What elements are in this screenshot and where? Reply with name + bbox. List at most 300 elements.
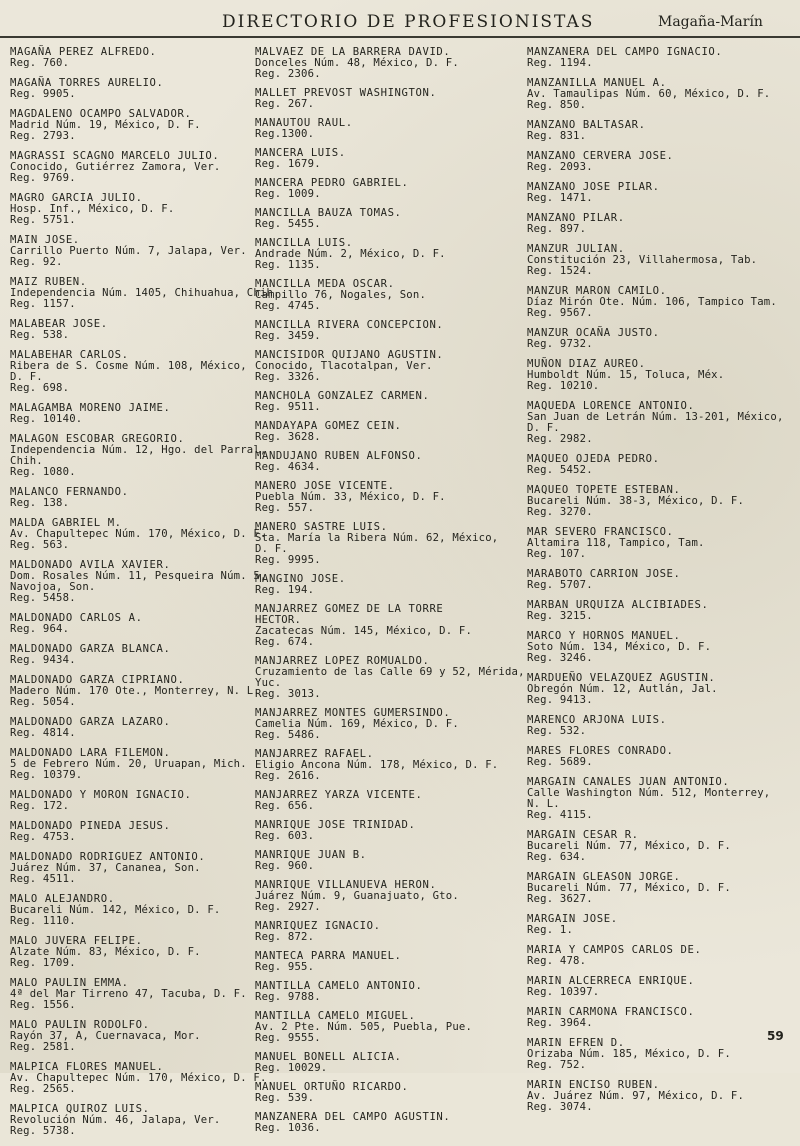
entry-address: Av. Juárez Núm. 97, México, D. F. bbox=[527, 1090, 745, 1102]
entry-name: MARGAIN JOSE. bbox=[527, 913, 618, 925]
directory-entry bbox=[527, 976, 795, 998]
directory-entry bbox=[10, 894, 250, 927]
entry-name: MANERO JOSE VICENTE. bbox=[255, 480, 395, 492]
directory-entry bbox=[255, 148, 517, 170]
entry-name: MANCILLA MEDA OSCAR. bbox=[255, 278, 395, 290]
entry-name: MALDA GABRIEL M. bbox=[10, 517, 122, 529]
entry-name: MALDONADO CARLOS A. bbox=[10, 612, 143, 624]
entry-registration: Reg. 172. bbox=[10, 800, 70, 812]
entry-name: MARENCO ARJONA LUIS. bbox=[527, 714, 667, 726]
entry-name: MALDONADO GARZA BLANCA. bbox=[10, 643, 171, 655]
directory-entry bbox=[255, 921, 517, 943]
entry-name: MARABOTO CARRION JOSE. bbox=[527, 568, 681, 580]
entry-address: Av. Chapultepec Núm. 170, México, D. F. bbox=[10, 1072, 267, 1084]
entry-name: MARBAN URQUIZA ALCIBIADES. bbox=[527, 599, 709, 611]
entry-address: Donceles Núm. 48, México, D. F. bbox=[255, 57, 459, 69]
entry-registration: Reg. 5689. bbox=[527, 756, 593, 768]
directory-entry bbox=[10, 350, 250, 394]
directory-entry bbox=[10, 47, 250, 69]
entry-registration: Reg. 752. bbox=[527, 1059, 587, 1071]
entry-name: MANZUR MARON CAMILO. bbox=[527, 285, 667, 297]
directory-entry bbox=[10, 674, 260, 708]
entry-registration: Reg. 194. bbox=[255, 584, 315, 596]
entry-name: MARGAIN CESAR R. bbox=[527, 829, 639, 841]
directory-entry bbox=[255, 522, 517, 566]
directory-entry bbox=[255, 574, 517, 596]
directory-entry bbox=[527, 213, 795, 235]
entry-name: MARIA Y CAMPOS CARLOS DE. bbox=[527, 944, 702, 956]
entry-address: Andrade Núm. 2, México, D. F. bbox=[255, 248, 446, 260]
entry-registration: Reg. 760. bbox=[10, 57, 70, 69]
entry-name: MANGINO JOSE. bbox=[255, 573, 346, 585]
entry-name: MANAUTOU RAUL. bbox=[255, 117, 353, 129]
directory-entry bbox=[255, 118, 517, 140]
entry-name: MAIN JOSE. bbox=[10, 234, 80, 246]
entry-registration: Reg. 2093. bbox=[527, 161, 593, 173]
entry-address: Av. Chapultepec Núm. 170, México, D. F. bbox=[10, 528, 267, 540]
entry-name: MANCISIDOR QUIJANO AGUSTIN. bbox=[255, 349, 444, 361]
entry-registration: Reg. 9434. bbox=[10, 654, 76, 666]
entry-registration: Reg. 3459. bbox=[255, 330, 321, 342]
directory-entry bbox=[255, 604, 517, 648]
entry-name: MAGRASSI SCAGNO MARCELO JULIO. bbox=[10, 150, 220, 162]
entry-registration: Reg. 4115. bbox=[527, 809, 593, 821]
entry-address: Carrillo Puerto Núm. 7, Jalapa, Ver. bbox=[10, 245, 247, 257]
directory-entry bbox=[527, 182, 795, 204]
entry-registration: Reg. 850. bbox=[527, 99, 587, 111]
entry-address: Humboldt Núm. 15, Toluca, Méx. bbox=[527, 369, 725, 381]
entry-registration: Reg. 10210. bbox=[527, 380, 600, 392]
directory-entry bbox=[255, 208, 517, 230]
directory-entry bbox=[255, 320, 517, 342]
entry-name: MARIN ENCISO RUBEN. bbox=[527, 1079, 660, 1091]
directory-entry bbox=[255, 850, 517, 872]
entry-name: MANRIQUE VILLANUEVA HERON. bbox=[255, 879, 437, 891]
entry-name: MANJARREZ YARZA VICENTE. bbox=[255, 789, 423, 801]
entry-registration: Reg. 4745. bbox=[255, 300, 321, 312]
directory-entry bbox=[527, 328, 795, 350]
entry-name: MAQUEDA LORENCE ANTONIO. bbox=[527, 400, 695, 412]
entry-registration: Reg. 138. bbox=[10, 497, 70, 509]
entry-registration: Reg. 9995. bbox=[255, 554, 321, 566]
entry-name: MALABEHAR CARLOS. bbox=[10, 349, 129, 361]
directory-entry bbox=[10, 613, 250, 635]
entry-registration: Reg. 4753. bbox=[10, 831, 76, 843]
entry-address: Rayón 37, A, Cuernavaca, Mor. bbox=[10, 1030, 201, 1042]
directory-entry bbox=[255, 88, 517, 110]
entry-name: MANCILLA RIVERA CONCEPCION. bbox=[255, 319, 444, 331]
entry-name: MALDONADO LARA FILEMON. bbox=[10, 747, 171, 759]
entry-name: MANZANO CERVERA JOSE. bbox=[527, 150, 674, 162]
entry-address: Eligio Ancona Núm. 178, México, D. F. bbox=[255, 759, 499, 771]
directory-entry bbox=[10, 852, 250, 885]
entry-address: Madero Núm. 170 Ote., Monterrey, N. L. bbox=[10, 685, 260, 697]
directory-entry bbox=[10, 151, 250, 184]
directory-entry bbox=[255, 749, 517, 782]
entry-registration: Reg. 3628. bbox=[255, 431, 321, 443]
entry-name: MANJARREZ MONTES GUMERSINDO. bbox=[255, 707, 451, 719]
entry-registration: Reg. 960. bbox=[255, 860, 315, 872]
entry-registration: Reg. 3326. bbox=[255, 371, 321, 383]
directory-entry bbox=[255, 238, 517, 271]
page-number: 59 bbox=[767, 1029, 784, 1043]
entry-address: 5 de Febrero Núm. 20, Uruapan, Mich. bbox=[10, 758, 247, 770]
directory-entry bbox=[527, 777, 795, 821]
directory-entry bbox=[10, 978, 250, 1011]
entry-name: MALDONADO Y MORON IGNACIO. bbox=[10, 789, 192, 801]
entry-registration: Reg. 107. bbox=[527, 548, 587, 560]
entry-name: MAQUEO OJEDA PEDRO. bbox=[527, 453, 660, 465]
entry-registration: Reg. 1194. bbox=[527, 57, 593, 69]
directory-entry bbox=[255, 350, 517, 383]
entry-name: MANJARREZ GOMEZ DE LA TORRE bbox=[255, 603, 444, 615]
entry-name: MANZANERA DEL CAMPO IGNACIO. bbox=[527, 46, 723, 58]
entry-registration: Reg. 1009. bbox=[255, 188, 321, 200]
entry-name: MANRIQUEZ IGNACIO. bbox=[255, 920, 381, 932]
entry-name: MALDONADO AVILA XAVIER. bbox=[10, 559, 171, 571]
directory-entry bbox=[10, 790, 250, 812]
entry-name: MAGAÑA TORRES AURELIO. bbox=[10, 77, 164, 89]
directory-entry bbox=[527, 244, 795, 277]
entry-name: MANDUJANO RUBEN ALFONSO. bbox=[255, 450, 423, 462]
entry-address: Conocido, Tlacotalpan, Ver. bbox=[255, 360, 433, 372]
directory-entry bbox=[255, 1082, 517, 1104]
directory-entry bbox=[10, 1104, 250, 1137]
directory-entry bbox=[527, 1080, 795, 1113]
entry-address: Orizaba Núm. 185, México, D. F. bbox=[527, 1048, 731, 1060]
directory-entry bbox=[10, 109, 250, 142]
entry-name: MALO PAULIN RODOLFO. bbox=[10, 1019, 150, 1031]
entry-name: MANUEL BONELL ALICIA. bbox=[255, 1051, 402, 1063]
directory-entry bbox=[10, 821, 250, 843]
entry-registration: Reg. 2306. bbox=[255, 68, 321, 80]
entry-registration: Reg. 557. bbox=[255, 502, 315, 514]
entry-name: MAQUEO TOPETE ESTEBAN. bbox=[527, 484, 681, 496]
directory-entry bbox=[527, 914, 795, 936]
entry-registration: Reg. 563. bbox=[10, 539, 70, 551]
entry-registration: Reg. 9769. bbox=[10, 172, 76, 184]
entry-registration: Reg. 2793. bbox=[10, 130, 76, 142]
entry-address: Madrid Núm. 19, México, D. F. bbox=[10, 119, 201, 131]
entry-address: Bucareli Núm. 142, México, D. F. bbox=[10, 904, 221, 916]
directory-entry bbox=[527, 600, 795, 622]
entry-name: MANERO SASTRE LUIS. bbox=[255, 521, 388, 533]
entry-address: Revolución Núm. 46, Jalapa, Ver. bbox=[10, 1114, 221, 1126]
entry-name: MANJARREZ RAFAEL. bbox=[255, 748, 374, 760]
entry-name: MANTECA PARRA MANUEL. bbox=[255, 950, 402, 962]
directory-entry bbox=[10, 433, 267, 478]
directory-entry bbox=[10, 748, 250, 781]
entry-registration: Reg. 698. bbox=[10, 382, 70, 394]
directory-entry bbox=[527, 485, 795, 518]
entry-address: Conocido, Gutiérrez Zamora, Ver. bbox=[10, 161, 221, 173]
directory-entry bbox=[255, 708, 517, 741]
entry-name: MARIN ALCERRECA ENRIQUE. bbox=[527, 975, 695, 987]
entry-registration: Reg. 634. bbox=[527, 851, 587, 863]
entry-name: MAR SEVERO FRANCISCO. bbox=[527, 526, 674, 538]
entry-name: MANZANERA DEL CAMPO AGUSTIN. bbox=[255, 1111, 451, 1123]
entry-registration: Reg. 5054. bbox=[10, 696, 76, 708]
entry-address: Independencia Núm. 12, Hgo. del Parral, bbox=[10, 444, 267, 456]
entry-registration: Reg. 3627. bbox=[527, 893, 593, 905]
entry-registration: Reg. 2927. bbox=[255, 901, 321, 913]
entry-registration: Reg. 1036. bbox=[255, 1122, 321, 1134]
directory-entry bbox=[10, 717, 250, 739]
entry-registration: Reg. 674. bbox=[255, 636, 315, 648]
entry-name: MARDUEÑO VELAZQUEZ AGUSTIN. bbox=[527, 672, 716, 684]
directory-entry bbox=[527, 151, 795, 173]
directory-entry bbox=[255, 421, 517, 443]
entry-address: Obregón Núm. 12, Autlán, Jal. bbox=[527, 683, 718, 695]
entry-registration: Reg. 10029. bbox=[255, 1062, 328, 1074]
directory-entry bbox=[255, 47, 517, 80]
entry-registration: Reg. 897. bbox=[527, 223, 587, 235]
entry-registration: Reg. 5455. bbox=[255, 218, 321, 230]
entry-registration: Reg. 2982. bbox=[527, 433, 593, 445]
entry-registration: Reg. 831. bbox=[527, 130, 587, 142]
entry-name: MANCERA LUIS. bbox=[255, 147, 346, 159]
directory-entry bbox=[255, 790, 517, 812]
entry-registration: Reg. 1709. bbox=[10, 957, 76, 969]
entry-registration: Reg. 1. bbox=[527, 924, 574, 936]
directory-entry bbox=[527, 830, 795, 863]
directory-entry bbox=[527, 1038, 795, 1071]
entry-registration: Reg. 539. bbox=[255, 1092, 315, 1104]
directory-entry bbox=[527, 715, 795, 737]
directory-entry bbox=[255, 880, 517, 913]
entry-registration: Reg. 2581. bbox=[10, 1041, 76, 1053]
directory-entry bbox=[255, 451, 517, 473]
alphabetical-range: Magaña-Marín bbox=[658, 14, 763, 30]
entry-name: MALAGAMBA MORENO JAIME. bbox=[10, 402, 171, 414]
entry-address: Juárez Núm. 9, Guanajuato, Gto. bbox=[255, 890, 459, 902]
entry-name: MALLET PREVOST WASHINGTON. bbox=[255, 87, 437, 99]
entry-address: Navojoa, Son. bbox=[10, 581, 96, 593]
entry-address: Dom. Rosales Núm. 11, Pesqueira Núm. 5, bbox=[10, 570, 267, 582]
directory-entry bbox=[10, 644, 250, 666]
entry-registration: Reg. 4511. bbox=[10, 873, 76, 885]
entry-registration: Reg. 478. bbox=[527, 955, 587, 967]
entry-registration: Reg. 1556. bbox=[10, 999, 76, 1011]
directory-entry bbox=[527, 454, 795, 476]
directory-entry bbox=[10, 1020, 250, 1053]
entry-registration: Reg. 5707. bbox=[527, 579, 593, 591]
entry-registration: Reg. 3013. bbox=[255, 688, 321, 700]
entry-address: Campillo 76, Nogales, Son. bbox=[255, 289, 427, 301]
directory-entry bbox=[255, 279, 517, 312]
directory-entry bbox=[255, 1112, 517, 1134]
entry-name: MANJARREZ LOPEZ ROMUALDO. bbox=[255, 655, 430, 667]
entry-name: MANZANO PILAR. bbox=[527, 212, 625, 224]
directory-entry bbox=[255, 1011, 517, 1044]
entry-address: Yuc. bbox=[255, 677, 282, 689]
entry-registration: Reg. 5751. bbox=[10, 214, 76, 226]
entry-registration: Reg. 1679. bbox=[255, 158, 321, 170]
entry-registration: Reg. 9732. bbox=[527, 338, 593, 350]
directory-entry bbox=[255, 178, 517, 200]
entry-registration: Reg. 538. bbox=[10, 329, 70, 341]
entry-name: MALO JUVERA FELIPE. bbox=[10, 935, 143, 947]
directory-entry bbox=[527, 569, 795, 591]
entry-name: MARIN EFREN D. bbox=[527, 1037, 625, 1049]
entry-address: Alzate Núm. 83, México, D. F. bbox=[10, 946, 201, 958]
directory-entry bbox=[10, 1061, 267, 1095]
entry-name: MALDONADO RODRIGUEZ ANTONIO. bbox=[10, 851, 206, 863]
entry-address: 4ª del Mar Tirreno 47, Tacuba, D. F. bbox=[10, 988, 247, 1000]
entry-address: San Juan de Letrán Núm. 13-201, México, bbox=[527, 411, 784, 423]
entry-name: MALDONADO GARZA CIPRIANO. bbox=[10, 674, 185, 686]
entry-registration: Reg. 10397. bbox=[527, 986, 600, 998]
directory-entry bbox=[527, 631, 795, 664]
directory-entry bbox=[255, 655, 525, 700]
entry-registration: Reg. 9555. bbox=[255, 1032, 321, 1044]
entry-registration: Reg. 4814. bbox=[10, 727, 76, 739]
entry-registration: Reg. 5486. bbox=[255, 729, 321, 741]
entry-address: Sta. María la Ribera Núm. 62, México, bbox=[255, 532, 499, 544]
entry-registration: Reg. 92. bbox=[10, 256, 63, 268]
entry-address: Constitución 23, Villahermosa, Tab. bbox=[527, 254, 758, 266]
entry-name: MARES FLORES CONRADO. bbox=[527, 745, 674, 757]
directory-entry bbox=[10, 559, 267, 604]
entry-registration: Reg. 5458. bbox=[10, 592, 76, 604]
entry-name: MANTILLA CAMELO ANTONIO. bbox=[255, 980, 423, 992]
entry-address: Bucareli Núm. 77, México, D. F. bbox=[527, 882, 731, 894]
directory-entry bbox=[10, 517, 267, 551]
entry-registration: Reg. 1110. bbox=[10, 915, 76, 927]
entry-registration: Reg. 1135. bbox=[255, 259, 321, 271]
entry-name: MANDAYAPA GOMEZ CEIN. bbox=[255, 420, 402, 432]
entry-registration: Reg. 9567. bbox=[527, 307, 593, 319]
directory-entry bbox=[255, 951, 517, 973]
page-header bbox=[0, 2, 800, 36]
entry-name: MARIN CARMONA FRANCISCO. bbox=[527, 1006, 695, 1018]
directory-entry bbox=[255, 391, 517, 413]
entry-registration: Reg. 267. bbox=[255, 98, 315, 110]
entry-name: MANUEL ORTUÑO RICARDO. bbox=[255, 1081, 409, 1093]
entry-name: MANZANO JOSE PILAR. bbox=[527, 181, 660, 193]
entry-address: Cruzamiento de las Calle 69 y 52, Mérida, bbox=[255, 666, 525, 678]
entry-registration: Reg. 9788. bbox=[255, 991, 321, 1003]
directory-entry bbox=[527, 47, 795, 69]
directory-entry bbox=[10, 403, 250, 425]
entry-name: MANCHOLA GONZALEZ CARMEN. bbox=[255, 390, 430, 402]
entry-registration: Reg. 656. bbox=[255, 800, 315, 812]
entry-name: MANCILLA LUIS. bbox=[255, 237, 353, 249]
entry-registration: Reg. 532. bbox=[527, 725, 587, 737]
entry-registration: Reg. 10379. bbox=[10, 769, 83, 781]
directory-entry bbox=[527, 527, 795, 560]
entry-name: MALDONADO GARZA LAZARO. bbox=[10, 716, 171, 728]
directory-entry bbox=[10, 936, 250, 969]
entry-name: MARCO Y HORNOS MANUEL. bbox=[527, 630, 681, 642]
directory-entry bbox=[527, 872, 795, 905]
entry-name: MALPICA FLORES MANUEL. bbox=[10, 1061, 164, 1073]
entry-registration: Reg. 3074. bbox=[527, 1101, 593, 1113]
entry-name: MANCERA PEDRO GABRIEL. bbox=[255, 177, 409, 189]
directory-entry bbox=[255, 1052, 517, 1074]
entry-name: MAGRO GARCIA JULIO. bbox=[10, 192, 143, 204]
entry-name: MANZANO BALTASAR. bbox=[527, 119, 646, 131]
entry-name: MALPICA QUIROZ LUIS. bbox=[10, 1103, 150, 1115]
entry-address: Camelia Núm. 169, México, D. F. bbox=[255, 718, 459, 730]
entry-address: Av. 2 Pte. Núm. 505, Puebla, Pue. bbox=[255, 1021, 473, 1033]
directory-entry bbox=[527, 120, 795, 142]
entry-address: Bucareli Núm. 77, México, D. F. bbox=[527, 840, 731, 852]
entry-address: Chih. bbox=[10, 455, 43, 467]
entry-name: MANTILLA CAMELO MIGUEL. bbox=[255, 1010, 416, 1022]
entry-registration: Reg. 2616. bbox=[255, 770, 321, 782]
entry-registration: Reg. 5452. bbox=[527, 464, 593, 476]
directory-entry bbox=[527, 1007, 795, 1029]
directory-entry bbox=[527, 401, 795, 445]
entry-name: MAGDALENO OCAMPO SALVADOR. bbox=[10, 108, 192, 120]
entry-name: MANRIQUE JUAN B. bbox=[255, 849, 367, 861]
entry-registration: Reg. 955. bbox=[255, 961, 315, 973]
entry-registration: Reg. 2565. bbox=[10, 1083, 76, 1095]
entry-registration: Reg. 9905. bbox=[10, 88, 76, 100]
entry-address: Puebla Núm. 33, México, D. F. bbox=[255, 491, 446, 503]
entry-address: Díaz Mirón Ote. Núm. 106, Tampico Tam. bbox=[527, 296, 777, 308]
entry-name: MALDONADO PINEDA JESUS. bbox=[10, 820, 171, 832]
entry-registration: Reg. 3215. bbox=[527, 610, 593, 622]
directory-entry bbox=[527, 78, 795, 111]
directory-entry bbox=[255, 981, 517, 1003]
directory-entry bbox=[10, 487, 250, 509]
entry-name: MALO PAULIN EMMA. bbox=[10, 977, 129, 989]
entry-registration: Reg. 9413. bbox=[527, 694, 593, 706]
directory-entry bbox=[255, 481, 517, 514]
entry-address: Ribera de S. Cosme Núm. 108, México, bbox=[10, 360, 247, 372]
entry-name: MARGAIN GLEASON JORGE. bbox=[527, 871, 681, 883]
entry-name: MAGAÑA PEREZ ALFREDO. bbox=[10, 46, 157, 58]
entry-name: MAIZ RUBEN. bbox=[10, 276, 87, 288]
entry-address: D. F. bbox=[527, 422, 560, 434]
directory-entry bbox=[10, 235, 250, 268]
entry-registration: Reg. 872. bbox=[255, 931, 315, 943]
entry-registration: Reg. 1157. bbox=[10, 298, 76, 310]
entry-name: MALANCO FERNANDO. bbox=[10, 486, 129, 498]
directory-entry bbox=[10, 78, 250, 100]
entry-registration: Reg. 10140. bbox=[10, 413, 83, 425]
entry-name: MANRIQUE JOSE TRINIDAD. bbox=[255, 819, 416, 831]
entry-name: MALVAEZ DE LA BARRERA DAVID. bbox=[255, 46, 451, 58]
column-3 bbox=[527, 47, 795, 1122]
directory-entry bbox=[527, 286, 795, 319]
entry-registration: Reg. 3270. bbox=[527, 506, 593, 518]
page-title: DIRECTORIO DE PROFESIONISTAS bbox=[222, 12, 595, 32]
entry-name: MUÑON DIAZ AUREO. bbox=[527, 358, 646, 370]
entry-address: HECTOR. bbox=[255, 614, 302, 626]
column-2 bbox=[255, 46, 525, 1142]
entry-address: Altamira 118, Tampico, Tam. bbox=[527, 537, 705, 549]
entry-address: N. L. bbox=[527, 798, 560, 810]
entry-registration: Reg. 4634. bbox=[255, 461, 321, 473]
directory-entry bbox=[10, 319, 250, 341]
entry-registration: Reg. 964. bbox=[10, 623, 70, 635]
entry-registration: Reg. 3246. bbox=[527, 652, 593, 664]
directory-entry bbox=[10, 193, 250, 226]
entry-address: Bucareli Núm. 38-3, México, D. F. bbox=[527, 495, 745, 507]
entry-address: Soto Núm. 134, México, D. F. bbox=[527, 641, 712, 653]
directory-entry bbox=[10, 276, 280, 310]
entry-name: MALABEAR JOSE. bbox=[10, 318, 108, 330]
entry-name: MANCILLA BAUZA TOMAS. bbox=[255, 207, 402, 219]
entry-name: MANZANILLA MANUEL A. bbox=[527, 77, 667, 89]
entry-name: MALO ALEJANDRO. bbox=[10, 893, 115, 905]
entry-name: MANZUR OCAÑA JUSTO. bbox=[527, 327, 660, 339]
directory-entry bbox=[527, 945, 795, 967]
entry-name: MARGAIN CANALES JUAN ANTONIO. bbox=[527, 776, 730, 788]
